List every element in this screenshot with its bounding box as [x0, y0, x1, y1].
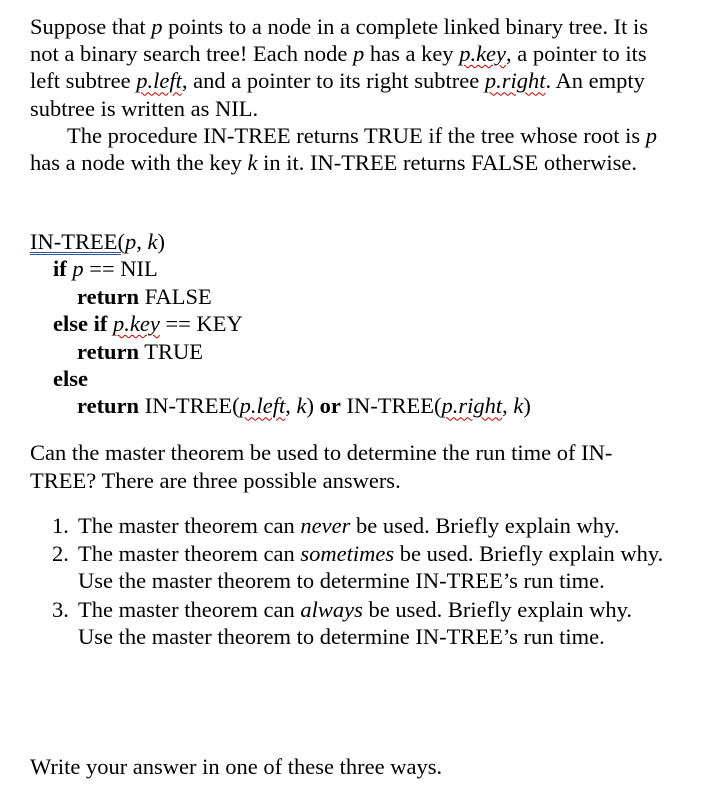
option-text: The master theorem can — [78, 541, 301, 567]
code-text: == KEY — [159, 311, 243, 337]
variable-k: k — [247, 150, 258, 176]
variable-p: p — [352, 41, 365, 67]
code-var-p-key: p.key — [112, 311, 160, 337]
option-emphasis: always — [300, 596, 363, 622]
list-number: 2. — [52, 541, 69, 567]
code-var-p-right: p.right — [441, 393, 503, 419]
answer-options-list — [52, 512, 672, 651]
code-var-p: p — [72, 256, 84, 282]
option-text: be used. Briefly explain why. Use the master theorem to determine IN-TREE’s run time. — [78, 541, 664, 594]
code-text: IN-TREE( — [139, 393, 240, 419]
option-text: The master theorem can — [78, 513, 301, 538]
variable-p: p — [645, 122, 658, 148]
closing-instruction: Write your answer in one of these three ways. — [30, 754, 443, 779]
param-p: p — [124, 229, 137, 254]
intro-text: , a pointer to its left subtree — [30, 41, 647, 94]
keyword-else-if: else if — [53, 311, 113, 337]
option-text: be used. Briefly explain why. Use the master theorem to determine IN-TREE’s run time. — [78, 596, 633, 649]
code-punct: , — [502, 393, 514, 419]
code-punct: , — [285, 393, 297, 419]
pseudocode-block — [30, 228, 680, 420]
intro-text: The procedure IN-TREE returns TRUE if the tree whose root is — [67, 122, 646, 148]
code-punct: , — [136, 229, 148, 254]
intro-text: points to a node in a complete linked binary tree. It is not a binary search tree! Each node — [30, 14, 648, 67]
option-emphasis: never — [300, 513, 351, 538]
code-else-line — [30, 365, 680, 392]
code-var-p-left: p.left — [239, 393, 286, 419]
code-var-k: k — [513, 393, 524, 419]
code-return-false-line — [30, 283, 680, 310]
field-p-right: p.right — [484, 68, 546, 94]
option-text: be used. Briefly explain why. — [350, 513, 620, 538]
code-punct: ) — [306, 393, 320, 419]
list-number: 3. — [52, 596, 69, 622]
list-item — [52, 596, 672, 650]
code-recursive-return-line — [30, 392, 680, 419]
list-item — [52, 512, 672, 539]
intro-text: has a node with the key — [30, 150, 248, 176]
keyword-return: return — [77, 393, 140, 419]
code-if-line — [30, 255, 680, 282]
option-emphasis: sometimes — [300, 541, 395, 567]
keyword-else: else — [53, 366, 88, 392]
intro-text: , and a pointer to its right subtree — [181, 68, 485, 94]
field-p-left: p.left — [136, 68, 182, 94]
code-text: TRUE — [139, 338, 204, 364]
question-paragraph: Can the master theorem be used to determine the run time of IN-TREE? There are three possible answers. — [30, 440, 613, 493]
intro-paragraph — [30, 13, 670, 176]
field-p-key: p.key — [459, 41, 507, 67]
keyword-if: if — [53, 256, 73, 282]
code-punct: ) — [523, 393, 531, 419]
code-header-line — [30, 228, 680, 255]
intro-text: in it. IN-TREE returns FALSE otherwise. — [257, 150, 637, 176]
intro-text: has a key — [364, 41, 460, 67]
code-text: FALSE — [139, 283, 212, 309]
code-return-true-line — [30, 338, 680, 365]
intro-text: Suppose that — [30, 14, 152, 39]
code-text: IN-TREE( — [340, 393, 442, 419]
list-item — [52, 540, 672, 594]
code-var-k: k — [296, 393, 307, 419]
intro-text: . An empty subtree is written as NIL. — [30, 68, 645, 121]
code-elseif-line — [30, 310, 680, 337]
keyword-or: or — [319, 393, 341, 419]
param-k: k — [147, 229, 158, 254]
variable-p: p — [151, 14, 163, 39]
keyword-return: return — [77, 283, 140, 309]
code-text: == NIL — [83, 256, 158, 282]
code-punct: ) — [157, 229, 165, 254]
list-number: 1. — [52, 513, 69, 538]
option-text: The master theorem can — [78, 596, 301, 622]
procedure-name: IN-TREE( — [30, 229, 125, 254]
keyword-return: return — [77, 338, 140, 364]
